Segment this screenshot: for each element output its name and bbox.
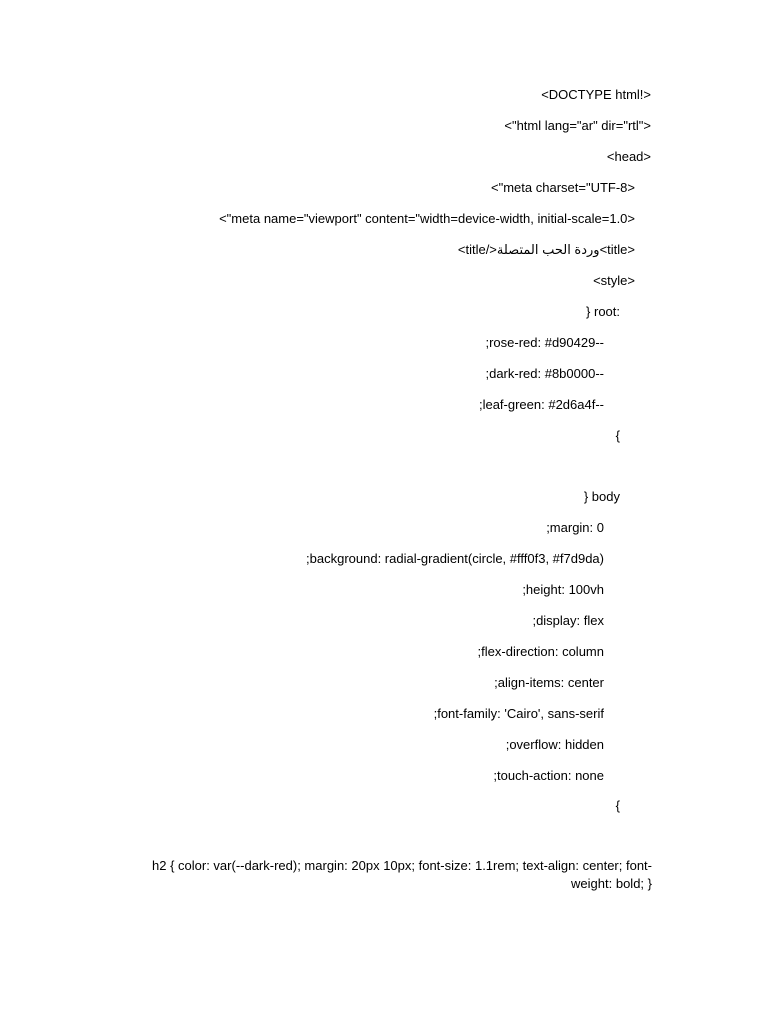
doc-line-root-close: { [615, 428, 620, 443]
doc-line-leaf-green: ;leaf-green: #2d6a4f-- [478, 397, 604, 412]
doc-line-display: ;display: flex [532, 613, 604, 628]
doc-line-height: ;height: 100vh [522, 582, 604, 597]
doc-line-dark-red: ;dark-red: #8b0000-- [485, 366, 604, 381]
doc-line-style: <style> [593, 273, 635, 288]
doc-line-title: <title/>وردة الحب المتصلة<title> [457, 242, 635, 257]
doc-line-doctype: <DOCTYPE html!> [541, 87, 651, 102]
doc-line-overflow: ;overflow: hidden [505, 737, 604, 752]
doc-line-meta-charset: <"meta charset="UTF-8> [491, 180, 635, 195]
doc-line-background: ;background: radial-gradient(circle, #fff0f3, #f7d9da) [306, 551, 604, 566]
doc-line-root: } root: [586, 304, 620, 319]
doc-line-flex-direction: ;flex-direction: column [477, 644, 604, 659]
doc-line-align-items: ;align-items: center [494, 675, 604, 690]
doc-line-body-close: { [615, 798, 620, 813]
doc-line-h2-rule: h2 { color: var(--dark-red); margin: 20px 10px; font-size: 1.1rem; text-align: center; font-weight: bold; } [152, 858, 652, 891]
doc-line-touch-action: ;touch-action: none [493, 768, 604, 783]
doc-line-head: <head> [606, 149, 651, 164]
doc-line-rose-red: ;rose-red: #d90429-- [485, 335, 604, 350]
doc-line-font-family: ;font-family: 'Cairo', sans-serif [433, 706, 604, 721]
doc-line-body: } body [583, 489, 620, 504]
doc-line-html: <"html lang="ar" dir="rtl"> [504, 118, 651, 133]
doc-line-meta-viewport: <"meta name="viewport" content="width=device-width, initial-scale=1.0> [219, 211, 635, 226]
doc-line-margin: ;margin: 0 [546, 520, 604, 535]
